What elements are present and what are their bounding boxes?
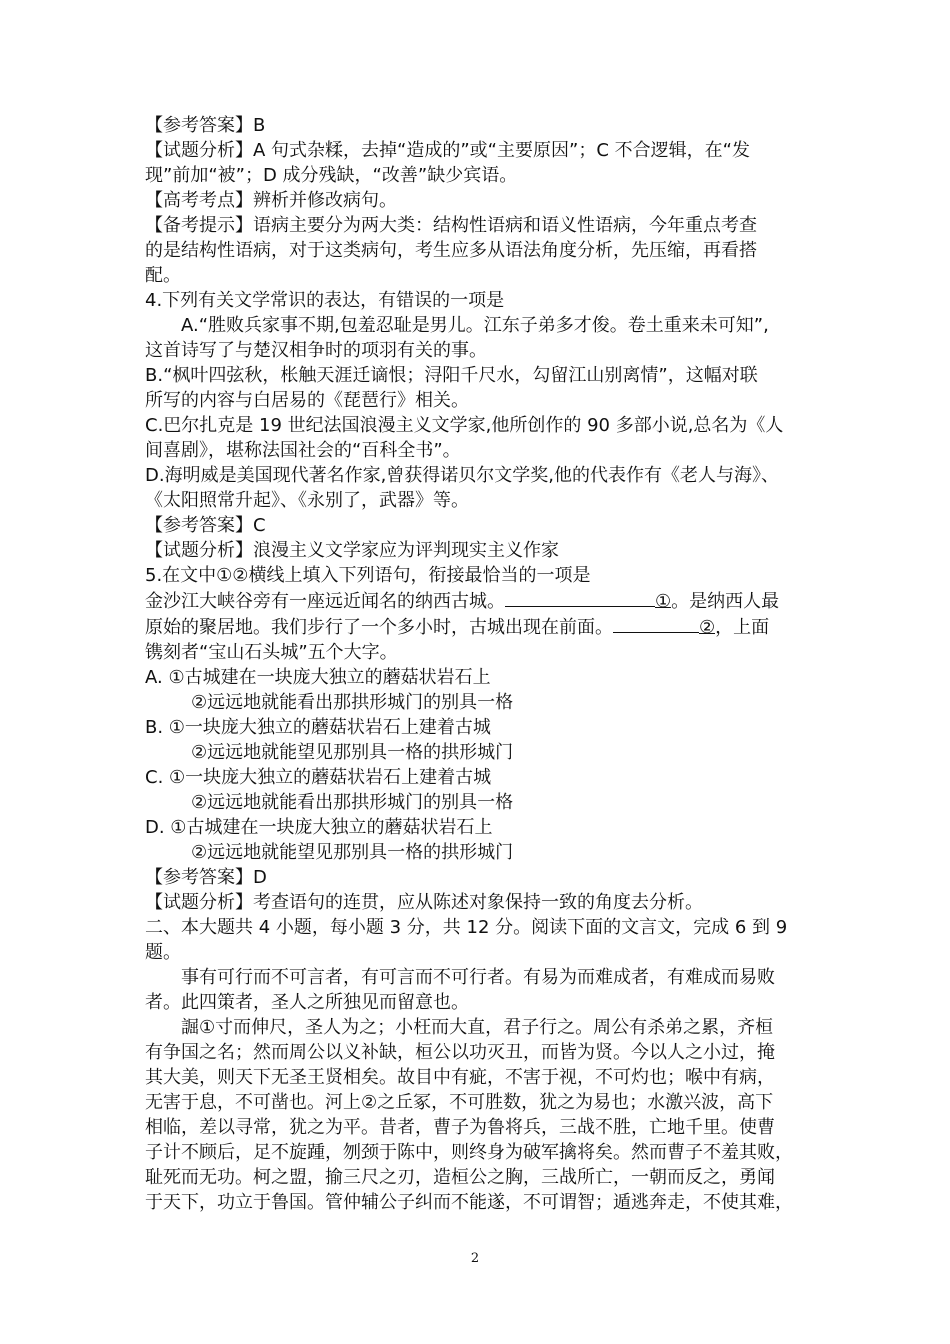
blank-marker-2: ② [699,617,716,638]
section2-heading-line-2: 题。 [145,942,181,963]
section2-heading-line-1: 二、本大题共 4 小题，每小题 3 分，共 12 分。阅读下面的文言文，完成 6 到 9 [145,917,788,938]
classical-text-p2-line-6: 子计不顾后，足不旋踵，刎颈于陈中，则终身为破军擒将矣。然而曹子不羞其败， [145,1142,793,1163]
classical-text-p2-line-7: 耻死而无功。柯之盟，揄三尺之刃，造桓公之胸，三战所亡，一朝而反之，勇闻 [145,1167,775,1188]
q3-analysis-line-1: 【试题分析】A 句式杂糅，去掉“造成的”或“主要原因”；C 不合逻辑，在“发 [145,140,750,161]
q5-option-b-line-2: ②远远地就能望见那别具一格的拱形城门 [191,742,514,763]
q5-option-d-line-2: ②远远地就能望见那别具一格的拱形城门 [191,842,514,863]
q4-option-a-line-2: 这首诗写了与楚汉相争时的项羽有关的事。 [145,340,487,361]
q4-option-a-line-1: A.“胜败兵家事不期,包羞忍耻是男儿。江东子弟多才俊。卷土重来未可知”, [181,315,769,336]
q5-option-a-line-1: A. ①古城建在一块庞大独立的蘑菇状岩石上 [145,667,491,688]
q4-option-d-line-1: D.海明威是美国现代著名作家,曾获得诺贝尔文学奖,他的代表作有《老人与海》、 [145,465,780,486]
q5-option-d-line-1: D. ①古城建在一块庞大独立的蘑菇状岩石上 [145,817,493,838]
q3-answer: 【参考答案】B [145,115,266,136]
classical-text-p1-line-2: 者。此四策者，圣人之所独见而留意也。 [145,992,469,1013]
q4-option-c-line-2: 间喜剧》，堪称法国社会的“百科全书”。 [145,440,461,461]
page-number: 2 [470,1251,480,1266]
q3-analysis-line-2: 现”前加“被”；D 成分残缺，“改善”缺少宾语。 [145,165,518,186]
classical-text-p2-line-5: 相临，差以寻常，犹之为平。昔者，曹子为鲁将兵，三战不胜，亡地千里。使曹 [145,1117,775,1138]
q5-option-c-line-1: C. ①一块庞大独立的蘑菇状岩石上建着古城 [145,767,492,788]
q4-answer: 【参考答案】C [145,515,266,536]
q4-option-d-line-2: 《太阳照常升起》、《永别了，武器》等。 [145,490,469,511]
q3-exam-point: 【高考考点】辨析并修改病句。 [145,190,397,211]
q5-option-a-line-2: ②远远地就能看出那拱形城门的别具一格 [191,692,514,713]
q5-passage-text-2a: 原始的聚居地。我们步行了一个多小时，古城出现在前面。 [145,617,613,638]
q5-answer: 【参考答案】D [145,867,267,888]
blank-line-2 [613,614,699,633]
q5-option-c-line-2: ②远远地就能看出那拱形城门的别具一格 [191,792,514,813]
q3-tip-line-1: 【备考提示】语病主要分为两大类：结构性语病和语义性语病，今年重点考查 [145,215,757,236]
classical-text-p1-line-1: 事有可行而不可言者，有可言而不可行者。有易为而难成者，有难成而易败 [181,967,775,988]
blank-marker-1: ① [655,591,672,612]
q4-stem: 4.下列有关文学常识的表达，有错误的一项是 [145,290,505,311]
document-body [145,113,815,1215]
classical-text-p2-line-3: 其大美，则天下无圣王贤相矣。故目中有疵，不害于视，不可灼也；喉中有病， [145,1067,775,1088]
q4-analysis: 【试题分析】浪漫主义文学家应为评判现实主义作家 [145,540,559,561]
q4-option-b-line-2: 所写的内容与白居易的《琵琶行》相关。 [145,390,469,411]
q5-passage-line-2 [145,614,815,640]
q4-option-b-line-1: B.“枫叶四弦秋，枨触天涯迁谪恨；浔阳千尺水，勾留江山别离情”，这幅对联 [145,365,758,386]
q5-passage-text-1b: 。是纳西人最 [671,591,780,612]
q5-analysis: 【试题分析】考查语句的连贯，应从陈述对象保持一致的角度去分析。 [145,892,703,913]
classical-text-p2-line-1: 誳①寸而伸尺，圣人为之；小枉而大直，君子行之。周公有杀弟之累，齐桓 [181,1017,774,1038]
q3-tip-line-3: 配。 [145,265,181,286]
q5-passage-text-1a: 金沙江大峡谷旁有一座远近闻名的纳西古城。 [145,591,505,612]
q5-passage-line-1 [145,588,815,614]
q3-tip-line-2: 的是结构性语病，对于这类病句，考生应多从语法角度分析，先压缩，再看搭 [145,240,757,261]
classical-text-p2-line-8: 于天下，功立于鲁国。管仲辅公子纠而不能遂，不可谓智；遁逃奔走，不使其难， [145,1192,793,1213]
q5-passage-line-3: 镌刻者“宝山石头城”五个大字。 [145,642,398,663]
q4-option-c-line-1: C.巴尔扎克是 19 世纪法国浪漫主义文学家,他所创作的 90 多部小说,总名为《人 [145,415,784,436]
classical-text-p2-line-4: 无害于息，不可凿也。河上②之丘冢，不可胜数，犹之为易也；水激兴波，高下 [145,1092,774,1113]
q5-passage-text-2b: ，上面 [715,617,770,638]
blank-line-1 [505,588,655,607]
q5-option-b-line-1: B. ①一块庞大独立的蘑菇状岩石上建着古城 [145,717,491,738]
q5-stem: 5.在文中①②横线上填入下列语句，衔接最恰当的一项是 [145,565,591,586]
classical-text-p2-line-2: 有争国之名；然而周公以义补缺，桓公以功灭丑，而皆为贤。今以人之小过，掩 [145,1042,775,1063]
